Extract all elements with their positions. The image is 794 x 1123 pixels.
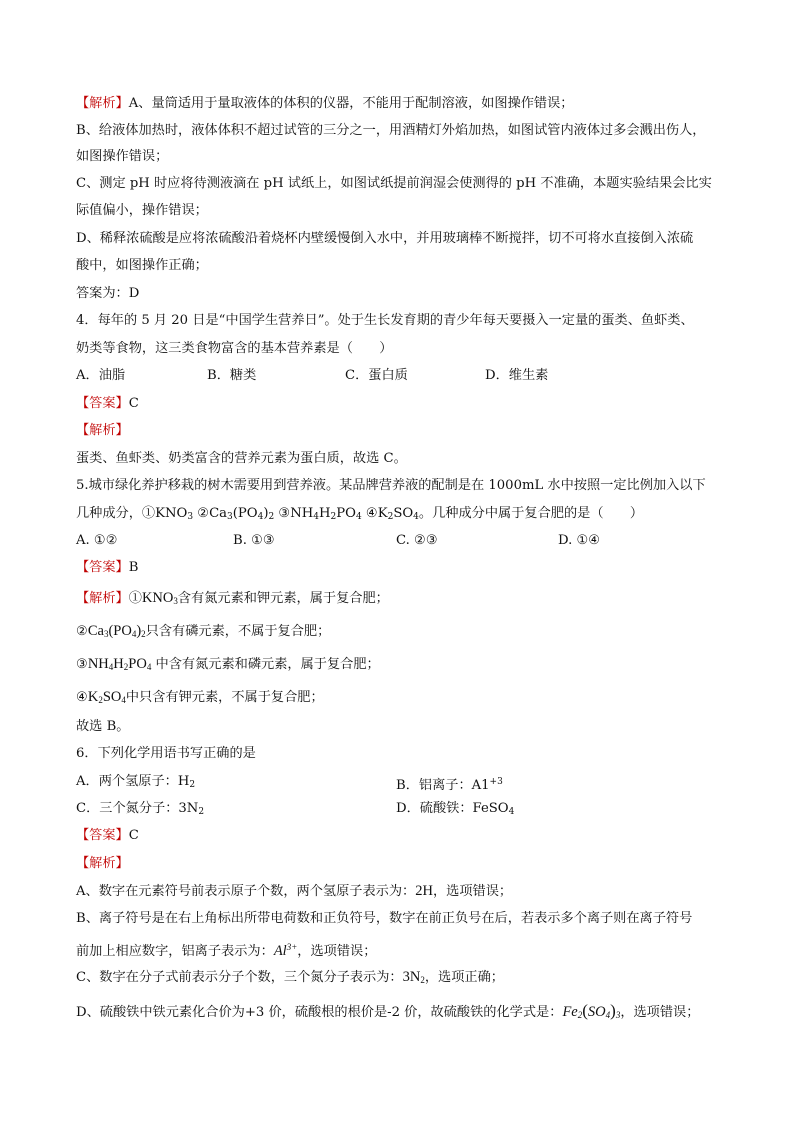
analysis-line <box>76 881 512 902</box>
answer-line: 答案为：D <box>76 286 140 301</box>
analysis-label: 【解析】 <box>76 591 129 606</box>
analysis-text: ，选项错误； <box>432 884 513 899</box>
analysis-text: 只含有磷元素，不属于复合肥； <box>145 624 331 639</box>
option-a: A．两个氢原子：$H_2$ <box>76 774 196 790</box>
analysis-label: 【解析】 <box>76 96 129 111</box>
analysis-line: 酸中，如图操作正确； <box>76 258 208 273</box>
question-stem: 6．下列化学用语书写正确的是 <box>76 746 256 761</box>
stem-part: ④K <box>361 506 388 521</box>
answer-label: 【答案】 <box>76 828 129 843</box>
analysis-line <box>76 1001 699 1025</box>
analysis-line: 如图操作错误； <box>76 149 169 164</box>
question-stem: 奶类等食物，这三类食物富含的基本营养素是（ ） <box>76 341 393 356</box>
formula-fe2so43: $Fe_2(SO_4)_3$ <box>562 1001 621 1020</box>
item-number: ④ <box>76 690 88 705</box>
analysis-text: 中含有氮元素和磷元素，属于复合肥； <box>155 657 380 672</box>
answer-value: C <box>128 828 139 843</box>
analysis-line: 际值偏小，操作错误； <box>76 203 208 218</box>
superscript: +3 <box>489 777 503 787</box>
formula-k2so4: $K_2SO_4$ <box>87 689 126 705</box>
answer-line <box>76 558 138 578</box>
option-text: A．两个氢原子：H <box>76 774 190 789</box>
analysis-line <box>76 937 376 962</box>
option-text: B．铝离子：A1 <box>396 778 490 793</box>
formula-nh4h2po4: $NH_4H_2PO_4$ <box>87 656 152 672</box>
formula-kno3: $KNO_3$ <box>141 590 178 606</box>
answer-value: B <box>128 560 139 575</box>
analysis-text: ，选项正确； <box>424 970 504 985</box>
option-b: B. ①③ <box>233 533 275 548</box>
option-text: D．硫酸铁：FeSO <box>396 801 509 816</box>
analysis-text: D、硫酸铁中铁元素化合价为+3 价，硫酸根的根价是-2 价，故硫酸铁的化学式是： <box>76 1005 563 1020</box>
stem-part: 几种成分，①KNO <box>76 506 188 521</box>
formula-ca3po42: $Ca_3(PO_4)_2$ <box>87 623 146 639</box>
option-c: C. ②③ <box>396 533 438 548</box>
analysis-line: B、离子符号是在右上角标出所带电荷数和正负符号，数字在前正负号在后，若表示多个离子则在离子符号 <box>76 911 693 926</box>
answer-value: C <box>128 396 139 411</box>
answer-label: 【答案】 <box>76 560 129 575</box>
option-a: A．油脂 <box>76 368 126 383</box>
analysis-line: D、稀释浓硫酸是应将浓硫酸沿着烧杯内壁缓慢倒入水中，并用玻璃棒不断搅拌，切不可将水直接倒入浓硫 <box>76 231 694 246</box>
stem-part: H <box>319 506 331 521</box>
analysis-text: A、数字在元素符号前表示原子个数，两个氢原子表示为： <box>76 884 416 899</box>
analysis-text: C、数字在分子式前表示分子个数，三个氮分子表示为： <box>76 970 403 985</box>
option-d: D．硫酸铁：FeSO$_4$ <box>396 801 515 817</box>
conclusion: 故选 B。 <box>76 719 130 734</box>
stem-part: PO <box>336 506 356 521</box>
analysis-line <box>76 588 389 611</box>
answer-line <box>76 826 139 846</box>
analysis-text: 含有氮元素和钾元素，属于复合肥； <box>177 591 389 606</box>
stem-part: ②Ca <box>193 506 228 521</box>
analysis-text: ，选项错误； <box>297 944 377 959</box>
option-c: C．蛋白质 <box>345 368 408 383</box>
analysis-text: 前加上相应数字，铝离子表示为： <box>76 944 274 959</box>
analysis-line <box>76 967 504 990</box>
option-text: C．三个氮分子：3N <box>76 801 199 816</box>
analysis-line: C、测定 pH 时应将待测液滴在 pH 试纸上，如图试纸提前润湿会使测得的 pH 不准确，本题实验结果会比实 <box>76 176 712 191</box>
formula-3n2: $3N_2$ <box>402 969 425 985</box>
analysis-line: B、给液体加热时，液体体积不超过试管的三分之一，用酒精灯外焰加热，如图试管内液体过多会溅出伤人， <box>76 123 706 138</box>
option-d: D. ①④ <box>558 533 601 548</box>
analysis-line <box>76 687 324 710</box>
option-c: C．三个氮分子：$3N_2$ <box>76 801 205 817</box>
question-stem: 几种成分，$①KNO_3$ $②Ca_3(PO_4)_2$ $③NH_4H_2PO_4$ $④K_2SO_4$。几种成分中属于复合肥的是（ ） <box>76 506 644 522</box>
option-a: A. ①② <box>76 533 118 548</box>
answer-line <box>76 394 139 414</box>
stem-part: 。几种成分中属于复合肥的是（ ） <box>418 506 644 521</box>
answer-label: 【答案】 <box>76 396 129 411</box>
stem-part: ③NH <box>274 506 314 521</box>
analysis-label: 【解析】 <box>76 856 129 871</box>
item-number: ③ <box>76 657 88 672</box>
analysis-text: ，选项错误； <box>620 1005 700 1020</box>
item-number: ① <box>128 591 142 606</box>
formula-2h: 2H <box>415 883 433 899</box>
analysis-line <box>76 94 573 114</box>
question-stem: 5.城市绿化养护移栽的树木需要用到营养液。某品牌营养液的配制是在 1000mL 水中按照一定比例加入以下 <box>76 478 706 493</box>
item-number: ② <box>76 624 88 639</box>
option-b: B．糖类 <box>207 368 257 383</box>
formula-al3: $Al^{3+}$ <box>273 942 298 959</box>
question-stem: 4．每年的 5 月 20 日是“中国学生营养日”。处于生长发育期的青少年每天要摄入一定量的蛋类、鱼虾类、 <box>76 313 694 328</box>
analysis-text: 中只含有钾元素，不属于复合肥； <box>125 690 324 705</box>
analysis-text: A、量筒适用于量取液体的体积的仪器，不能用于配制溶液，如图操作错误； <box>128 96 574 111</box>
analysis-text: 蛋类、鱼虾类、奶类富含的营养元素为蛋白质，故选 C。 <box>76 451 407 466</box>
analysis-line <box>76 621 330 644</box>
stem-part: (PO <box>232 506 258 521</box>
analysis-label: 【解析】 <box>76 423 129 438</box>
stem-part: SO <box>393 506 414 521</box>
option-b <box>396 772 503 796</box>
option-d: D．维生素 <box>485 368 549 383</box>
analysis-line <box>76 654 380 677</box>
